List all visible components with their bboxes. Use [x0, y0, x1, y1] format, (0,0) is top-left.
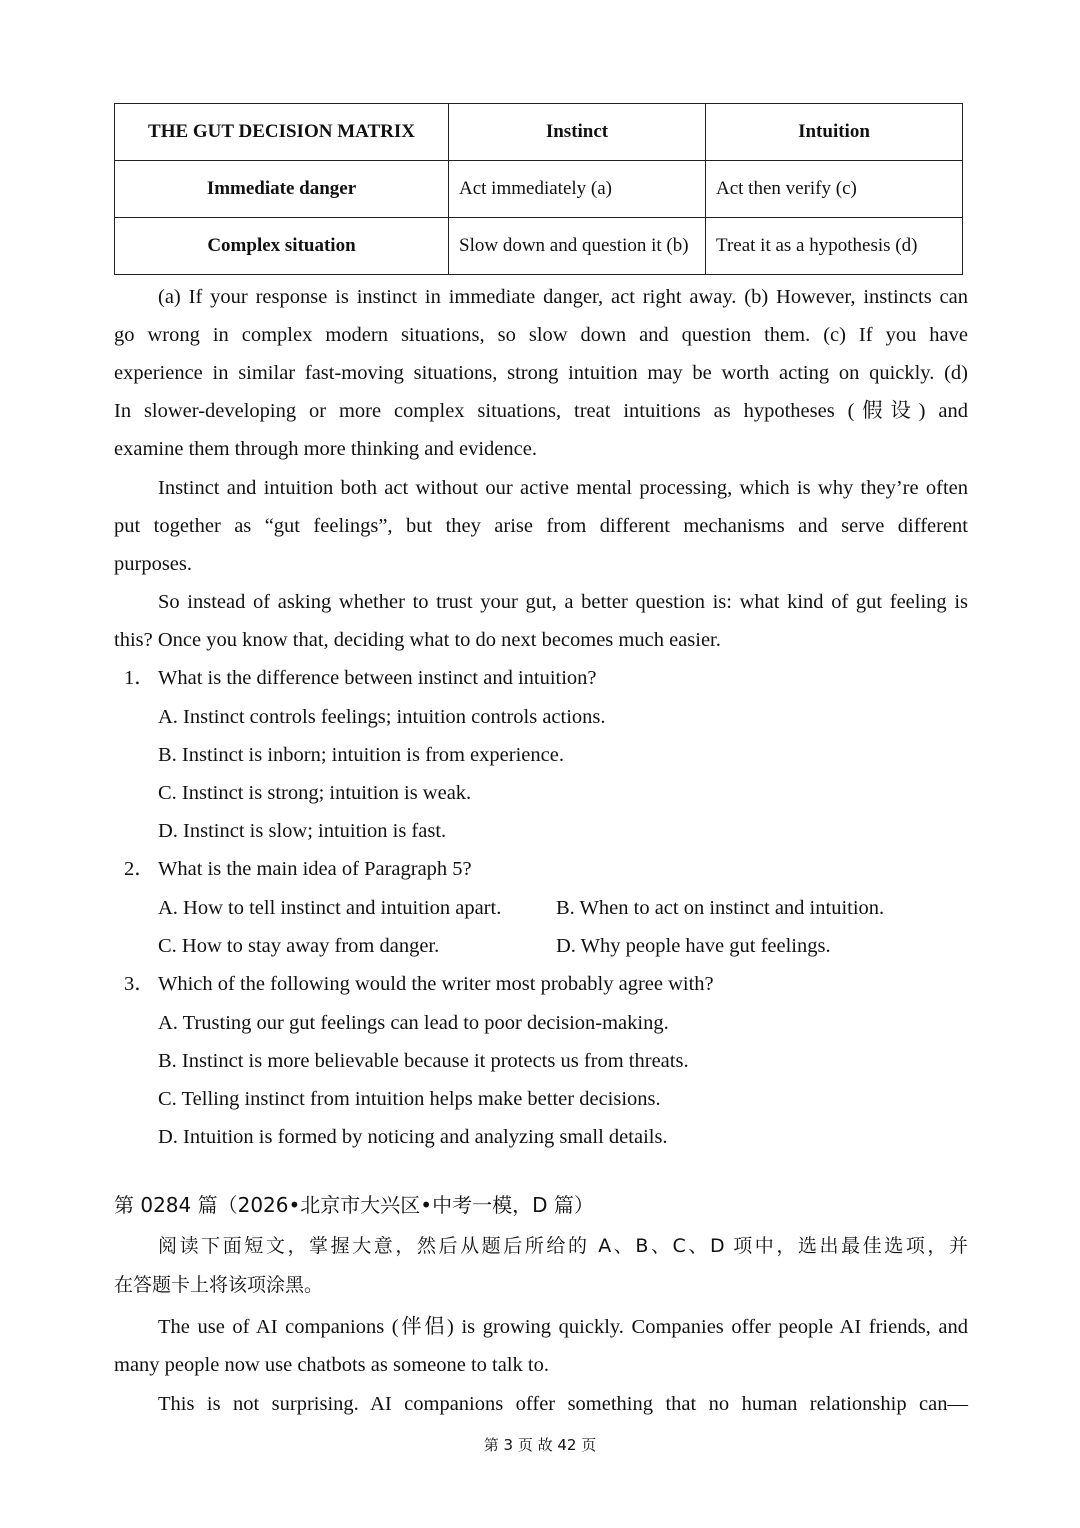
question-number: 1．: [124, 667, 155, 689]
paragraph-line: (a) If your response is instinct in immediate danger, act right away. (b) However, instincts can: [158, 286, 968, 308]
table-cell: Act immediately (a): [449, 161, 706, 218]
table-cell: Act then verify (c): [706, 161, 963, 218]
option-a: A. Trusting our gut feelings can lead to poor decision-making.: [158, 1012, 669, 1034]
gut-decision-matrix-table: [114, 103, 963, 275]
paragraph-line: put together as “gut feelings”, but they arise from different mechanisms and serve different: [114, 515, 968, 537]
option-d: D. Intuition is formed by noticing and analyzing small details.: [158, 1126, 668, 1148]
paragraph-line: purposes.: [114, 553, 193, 575]
instructions-line: 阅读下面短文，掌握大意，然后从题后所给的 A、B、C、D 项中，选出最佳选项，并: [158, 1235, 968, 1257]
table-cell: Treat it as a hypothesis (d): [706, 218, 963, 275]
option-b: B. Instinct is more believable because it protects us from threats.: [158, 1050, 689, 1072]
row-label-cell: Immediate danger: [115, 161, 449, 218]
option-b: B. When to act on instinct and intuition.: [556, 897, 885, 919]
paragraph-line: The use of AI companions (伴侣) is growing quickly. Companies offer people AI friends, and: [158, 1316, 968, 1338]
question-number: 2．: [124, 858, 155, 880]
paragraph-line: this? Once you know that, deciding what to do next becomes much easier.: [114, 629, 721, 651]
paragraph-line: So instead of asking whether to trust your gut, a better question is: what kind of gut feeling is: [158, 591, 968, 613]
table-cell: Slow down and question it (b): [449, 218, 706, 275]
row-label-cell: Complex situation: [115, 218, 449, 275]
table-header-row: [115, 104, 963, 161]
paragraph-line: experience in similar fast-moving situations, strong intuition may be worth acting on quickly. (d): [114, 362, 968, 384]
option-c: C. Telling instinct from intuition helps make better decisions.: [158, 1088, 661, 1110]
option-c: C. How to stay away from danger.: [158, 935, 440, 957]
option-a: A. How to tell instinct and intuition apart.: [158, 897, 502, 919]
page-footer: 第 3 页 故 42 页: [483, 1436, 597, 1454]
paragraph-line: examine them through more thinking and evidence.: [114, 438, 537, 460]
table-header-cell: Instinct: [449, 104, 706, 161]
question-2: [124, 850, 472, 888]
paragraph-line: Instinct and intuition both act without our active mental processing, which is why they’re often: [158, 477, 968, 499]
question-1: [124, 659, 597, 697]
paragraph-line: many people now use chatbots as someone to talk to.: [114, 1354, 549, 1376]
paragraph-line: In slower-developing or more complex situations, treat intuitions as hypotheses (假设) and: [114, 400, 968, 422]
question-3: [124, 965, 714, 1003]
option-b: B. Instinct is inborn; intuition is from experience.: [158, 744, 564, 766]
section-heading: 第 0284 篇（2026•北京市大兴区•中考一模，D 篇）: [114, 1193, 594, 1217]
question-text: Which of the following would the writer most probably agree with?: [158, 973, 714, 995]
option-d: D. Why people have gut feelings.: [556, 935, 831, 957]
instructions-line: 在答题卡上将该项涂黑。: [114, 1274, 324, 1296]
table-header-cell: THE GUT DECISION MATRIX: [115, 104, 449, 161]
paragraph-line: This is not surprising. AI companions offer something that no human relationship can—: [158, 1393, 968, 1415]
question-text: What is the main idea of Paragraph 5?: [158, 858, 472, 880]
option-a: A. Instinct controls feelings; intuition controls actions.: [158, 706, 606, 728]
question-text: What is the difference between instinct and intuition?: [158, 667, 597, 689]
option-d: D. Instinct is slow; intuition is fast.: [158, 820, 447, 842]
table-row: [115, 218, 963, 275]
option-c: C. Instinct is strong; intuition is weak.: [158, 782, 472, 804]
table-row: [115, 161, 963, 218]
paragraph-line: go wrong in complex modern situations, so slow down and question them. (c) If you have: [114, 324, 968, 346]
table-header-cell: Intuition: [706, 104, 963, 161]
question-number: 3．: [124, 973, 155, 995]
